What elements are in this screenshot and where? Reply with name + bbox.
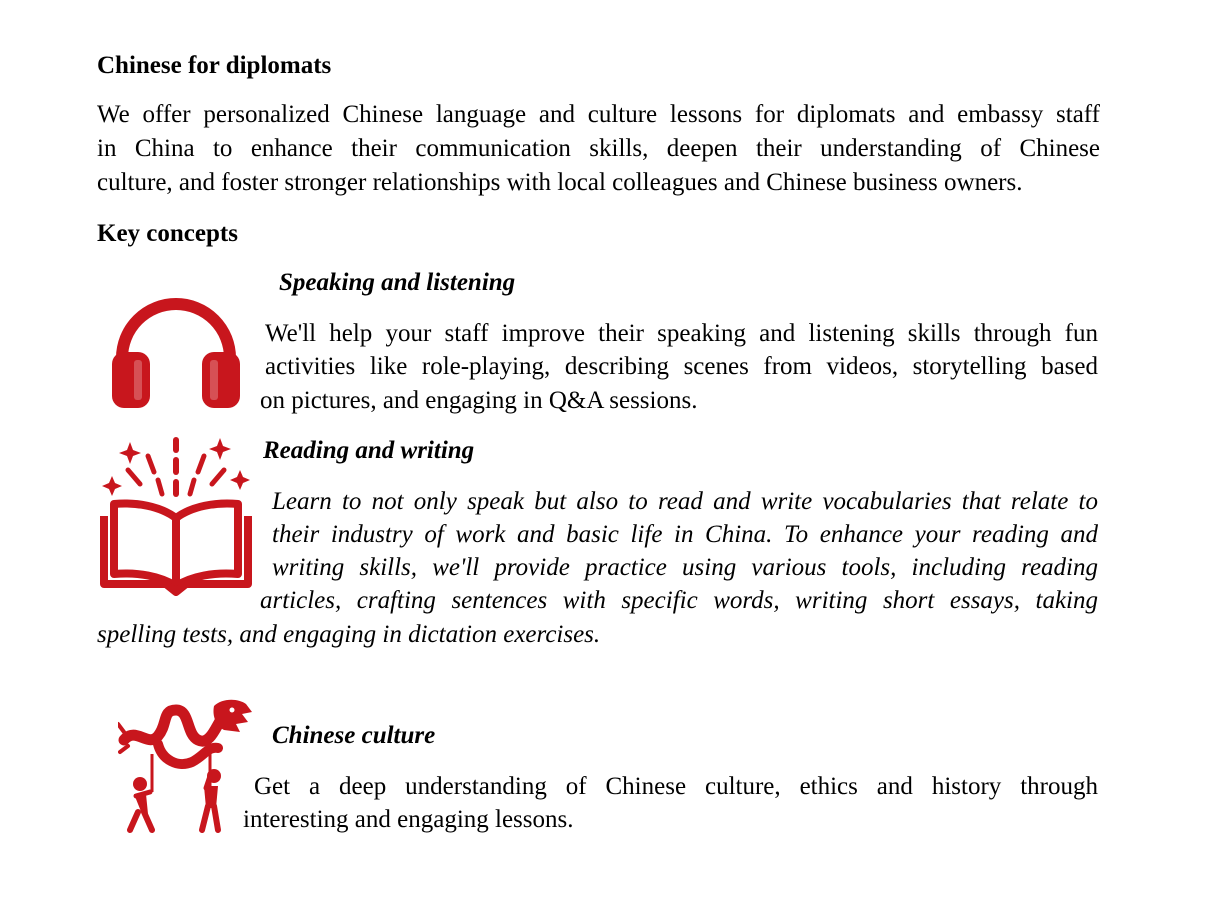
section-heading: Chinese culture <box>272 722 436 749</box>
section-line: Get a deep understanding of Chinese culture, ethics and history through <box>254 773 1098 800</box>
intro-line: We offer personalized Chinese language and culture lessons for diplomats and embassy staff <box>97 101 1100 128</box>
section-line: on pictures, and engaging in Q&A sessions. <box>260 387 698 414</box>
section-line: interesting and engaging lessons. <box>243 806 574 833</box>
section-line: their industry of work and basic life in China. To enhance your reading and <box>272 521 1098 548</box>
section-line: articles, crafting sentences with specific words, writing short essays, taking <box>260 587 1098 614</box>
open-book-icon <box>100 436 252 596</box>
section-line: Learn to not only speak but also to read and write vocabularies that relate to <box>272 488 1098 515</box>
headphones-icon <box>108 288 244 410</box>
document-title: Chinese for diplomats <box>97 52 332 79</box>
key-concepts-heading: Key concepts <box>97 220 238 247</box>
section-line: writing skills, we'll provide practice using various tools, including reading <box>272 554 1098 581</box>
dragon-dance-icon <box>118 696 254 836</box>
intro-line: culture, and foster stronger relationships with local colleagues and Chinese business owners. <box>97 169 1023 196</box>
section-line: spelling tests, and engaging in dictation exercises. <box>97 621 601 648</box>
section-line: activities like role-playing, describing scenes from videos, storytelling based <box>265 353 1098 380</box>
section-heading: Reading and writing <box>263 437 475 464</box>
intro-line: in China to enhance their communication skills, deepen their understanding of Chinese <box>97 135 1100 162</box>
section-heading: Speaking and listening <box>279 269 516 296</box>
section-line: We'll help your staff improve their speaking and listening skills through fun <box>265 320 1098 347</box>
